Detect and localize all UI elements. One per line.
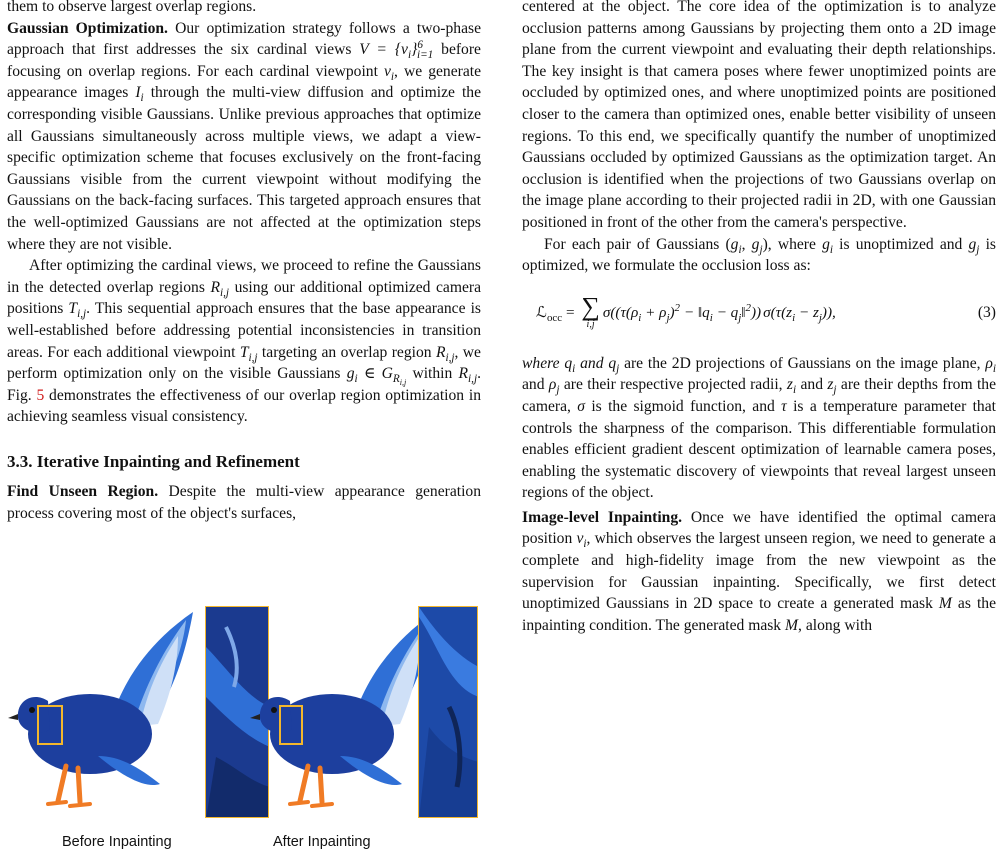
paragraph-overlap-refinement: After optimizing the cardinal views, we proceed to refine the Gaussians in the detected overlap regions $R_{i,j}$ using our additional optimized camera positions $T_{i,j}$. This sequential approach ensures that the base appearance is well-established before addressing potential inconsistencies in transition areas. For each additional viewpoint $T_{i,j}$ targeting an overlap region $R_{i,j}$, we perform optimization only on the visible Gaussians $g_i$ ∈ $G_{R_{i,j}}$ within $R_{i,j}$. Fig. 5 demonstrates the effectiveness of our overlap region optimization in achieving seamless visual consistency. bbox=[7, 257, 481, 426]
left-top-line: them to observe largest overlap regions. bbox=[7, 0, 257, 15]
math-views: $V = \{v_i\}^6_{i=1}$ bbox=[359, 39, 434, 62]
zoom-after-image bbox=[418, 606, 478, 818]
caption-after-inpainting: After Inpainting bbox=[273, 834, 371, 850]
paragraph-image-inpainting: Image-level Inpainting. Once we have identified the optimal camera position $v_i$, which observes the largest unseen region, we need to generate a complete and high-fidelity image from the new viewpoint as the supervision for Gaussian inpainting. Specifically, we first detect unoptimized Gaussians in 2D space to create a generated mask M as the inpainting condition. The generated mask M, along with bbox=[522, 508, 997, 634]
left-column bbox=[7, 0, 481, 525]
paragraph-where: where $q_i$ and $q_j$ are the 2D projections of Gaussians on the image plane, $\rho_i$ and $\rho_j$ are their respective projected radii, $z_i$ and $z_j$ are their depths from the camera, σ is the sigmoid function, and τ is a temperature parameter that controls the sharpness of the comparison. This differentiable formulation enables efficient gradient descent optimization of learnable camera poses, enabling the systematic discovery of viewpoints that reveal largest unseen regions of the object. bbox=[522, 354, 996, 502]
paragraph-find-unseen: Find Unseen Region. Despite the multi-view appearance generation process covering most of the object's surfaces, bbox=[7, 483, 481, 523]
right-column bbox=[522, 0, 996, 636]
occlusion-loss-equation: ℒ$_{occ}$ = ∑ i,j $\sigma((\tau(\rho_i + \rho_j)^2$ − $‖q_i$ − $q_j‖^2$)) $\sigma(\tau(z_i - z_j))$, (3) bbox=[536, 292, 996, 331]
inpainting-figure bbox=[0, 580, 482, 859]
figure-reference-link[interactable]: 5 bbox=[36, 386, 45, 404]
equation-number: (3) bbox=[977, 303, 996, 321]
caption-before-inpainting: Before Inpainting bbox=[62, 834, 172, 850]
right-top-paragraph: centered at the object. The core idea of the optimization is to analyze occlusion patterns among Gaussians by projecting them onto a 2D image plane from the current viewpoint and evaluating their depth relationships. The key insight is that camera poses where fewer unoptimized points are occluded by optimized ones, and where unoptimized points are positioned closer to the camera than optimized ones, enable better visibility of unseen regions. To this end, we specifically quantify the number of unoptimized Gaussians occluded by optimized Gaussians as the optimization target. An occlusion is identified when the projections of two Gaussians overlap on the image plane according to their projected radii in 2D, with one Gaussian positioned in front of the other from the camera's perspective. bbox=[522, 0, 996, 231]
run-in-heading-image-inpainting: Image-level Inpainting. bbox=[522, 508, 683, 526]
bird-before-image bbox=[8, 606, 208, 834]
paragraph-gaussian-pair: For each pair of Gaussians ($g_i$, $g_j$), where $g_i$ is unoptimized and $g_j$ is optimized, we formulate the occlusion loss as: bbox=[522, 235, 996, 275]
section-heading: 3.3. Iterative Inpainting and Refinement bbox=[7, 451, 300, 471]
run-in-heading-gaussian-optimization: Gaussian Optimization. bbox=[7, 19, 168, 37]
run-in-heading-find-unseen: Find Unseen Region. bbox=[7, 483, 159, 501]
paragraph-gaussian-optimization: Gaussian Optimization. Our optimization strategy follows a two-phase approach that first addresses the six cardinal views $V = \{v_i\}^6_{i=1}$ before focusing on overlap regions. For each cardinal viewpoint $v_i$, we generate appearance images $I_i$ through the multi-view diffusion and optimize the corresponding visible Gaussians. Unlike previous approaches that optimize all Gaussians simultaneously across multiple views, we adapt a view-specific optimization scheme that focuses exclusively on the front-facing Gaussians visible from the current viewpoint without modifying the Gaussians on the back-facing surfaces. This targeted approach ensures that the well-optimized Gaussians are not affected at the optimization steps where they are not visible. bbox=[7, 19, 482, 253]
